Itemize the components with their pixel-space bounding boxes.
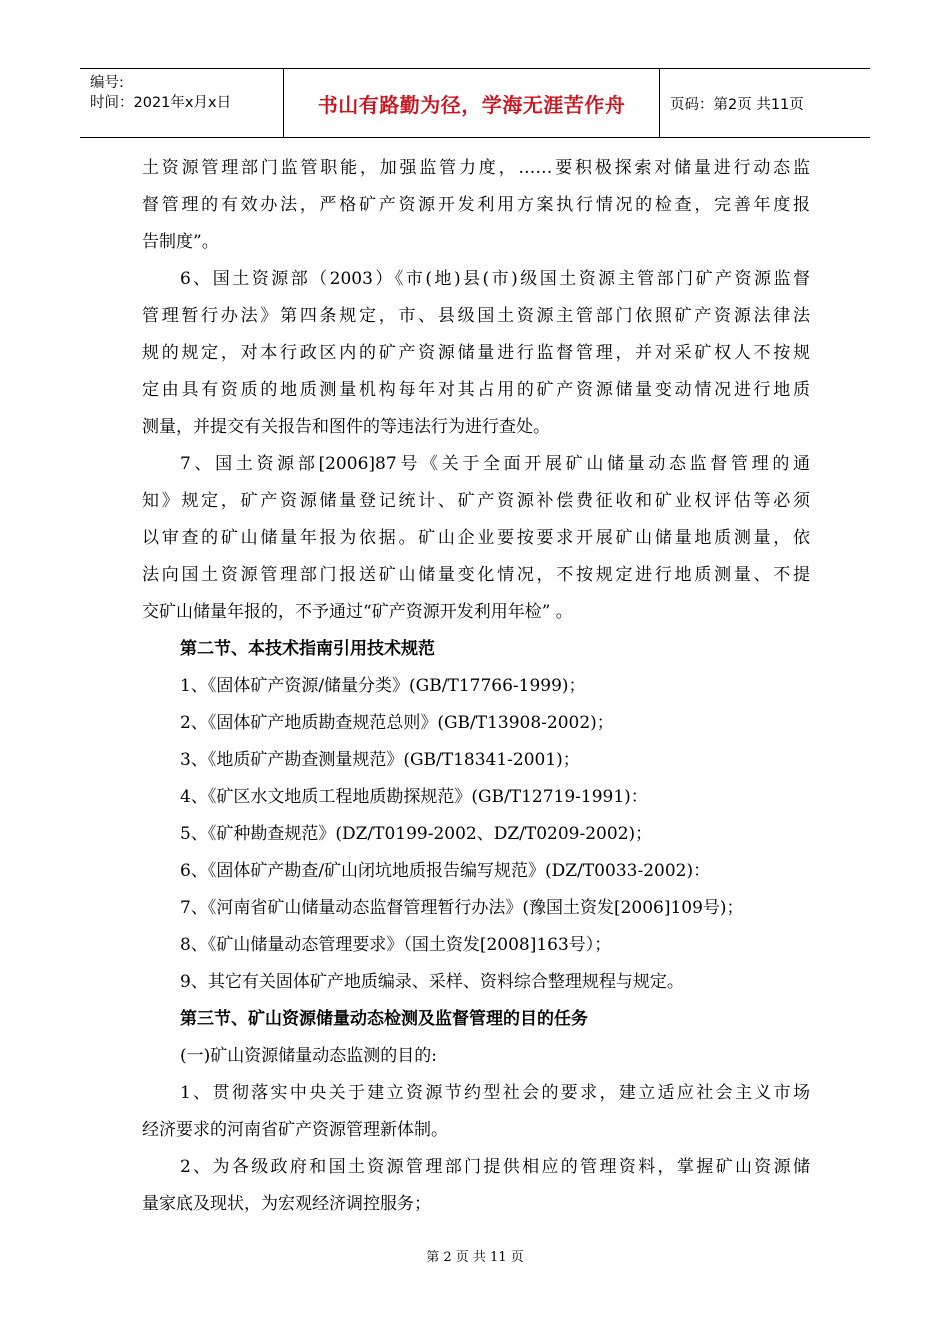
header-motto: 书山有路勤为径，学海无涯苦作舟: [284, 69, 660, 137]
reference-item: 1、《固体矿产资源/储量分类》(GB/T17766-1999)；: [180, 676, 586, 696]
body-line: 1、贯彻落实中央关于建立资源节约型社会的要求，建立适应社会主义市场: [180, 1083, 810, 1103]
page-footer: 第 2 页 共 11 页: [426, 1250, 524, 1265]
body-line: 测量，并提交有关报告和图件的等违法行为进行查处。: [142, 417, 550, 437]
subsection-heading: (一)矿山资源储量动态监测的目的:: [180, 1046, 437, 1066]
body-line: 6、国土资源部（2003）《市(地)县(市)级国土资源主管部门矿产资源监督: [180, 269, 810, 289]
body-line: 告制度”。: [142, 232, 219, 252]
reference-item: 7、《河南省矿山储量动态监督管理暂行办法》(豫国土资发[2006]109号)；: [180, 898, 744, 918]
page-header: [80, 68, 870, 138]
body-line: 规的规定，对本行政区内的矿产资源储量进行监督管理，并对采矿权人不按规: [142, 343, 810, 363]
body-line: 管理暂行办法》第四条规定，市、县级国土资源主管部门依照矿产资源法律法: [142, 306, 810, 326]
body-line: 定由具有资质的地质测量机构每年对其占用的矿产资源储量变动情况进行地质: [142, 380, 810, 400]
body-line: 2、为各级政府和国土资源管理部门提供相应的管理资料，掌握矿山资源储: [180, 1157, 810, 1177]
reference-item: 5、《矿种勘查规范》(DZ/T0199-2002、DZ/T0209-2002)；: [180, 824, 653, 844]
reference-item: 6、《固体矿产勘查/矿山闭坑地质报告编写规范》(DZ/T0033-2002)：: [180, 861, 711, 881]
reference-item: 3、《地质矿产勘查测量规范》(GB/T18341-2001)；: [180, 750, 580, 770]
header-number-label: 编号:: [90, 75, 124, 91]
body-line: 经济要求的河南省矿产资源管理新体制。: [142, 1120, 448, 1140]
reference-item: 4、《矿区水文地质工程地质勘探规范》(GB/T12719-1991)：: [180, 787, 648, 807]
body-line: 法向国土资源管理部门报送矿山储量变化情况，不按规定进行地质测量、不提: [142, 565, 810, 585]
body-line: 7、国土资源部[2006]87号《关于全面开展矿山储量动态监督管理的通: [180, 454, 810, 474]
section-heading: 第二节、本技术指南引用技术规范: [180, 639, 435, 659]
document-body: [142, 150, 810, 1223]
body-line: 以审查的矿山储量年报为依据。矿山企业要按要求开展矿山储量地质测量，依: [142, 528, 810, 548]
body-line: 量家底及现状，为宏观经济调控服务；: [142, 1194, 431, 1214]
header-page-info: 页码：第2页 共11页: [670, 96, 804, 113]
section-heading: 第三节、矿山资源储量动态检测及监督管理的目的任务: [180, 1009, 588, 1029]
reference-item: 8、《矿山储量动态管理要求》（国土资发[2008]163号）；: [180, 935, 612, 955]
header-date: 时间：2021年x月x日: [90, 95, 232, 111]
body-line: 土资源管理部门监管职能，加强监管力度，……要积极探索对储量进行动态监: [142, 158, 810, 178]
reference-item: 2、《固体矿产地质勘查规范总则》(GB/T13908-2002)；: [180, 713, 614, 733]
body-line: 知》规定，矿产资源储量登记统计、矿产资源补偿费征收和矿业权评估等必须: [142, 491, 810, 511]
body-line: 交矿山储量年报的，不予通过“矿产资源开发利用年检” 。: [142, 602, 573, 622]
header-meta: [80, 69, 284, 137]
reference-item: 9、其它有关固体矿产地质编录、采样、资料综合整理规程与规定。: [180, 972, 684, 992]
body-line: 督管理的有效办法，严格矿产资源开发利用方案执行情况的检查，完善年度报: [142, 195, 810, 215]
